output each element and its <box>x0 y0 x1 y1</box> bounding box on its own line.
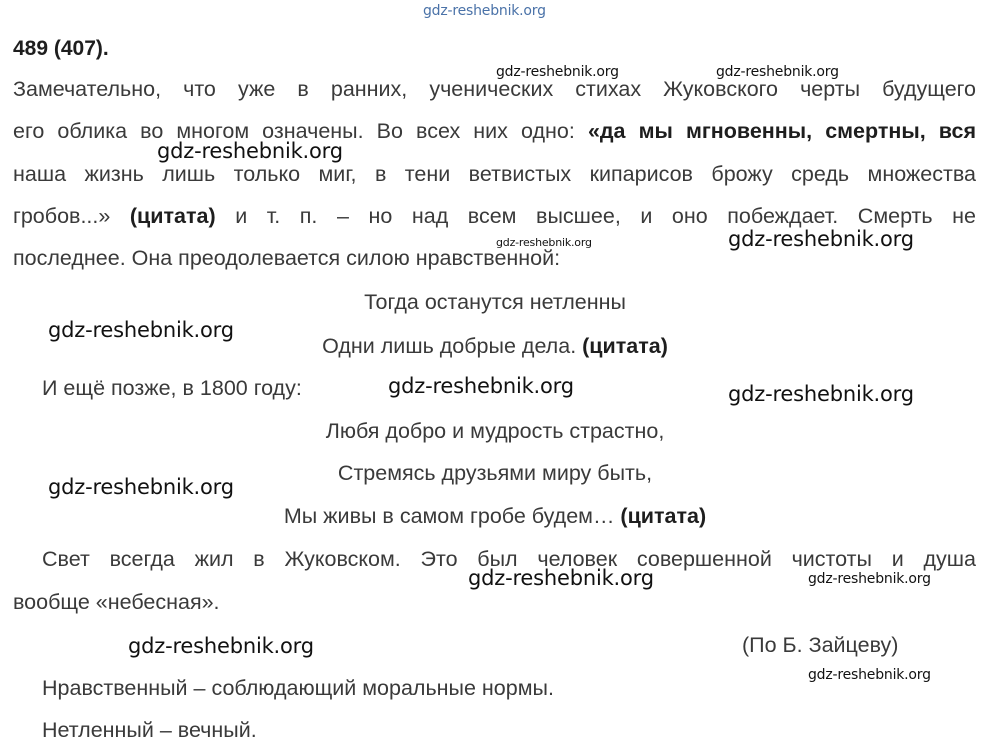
paragraph-1-line-2-text: его облика во многом означены. Во всех них одно: <box>13 119 588 143</box>
watermark: gdz-reshebnik.org <box>496 236 592 249</box>
attribution: (По Б. Зайцеву) <box>742 633 899 657</box>
watermark: gdz-reshebnik.org <box>728 227 914 251</box>
paragraph-1-line-4-text: и т. п. – но над всем высшее, и оно побеждает. Смерть не <box>215 204 976 228</box>
watermark: gdz-reshebnik.org <box>48 318 234 342</box>
quote-end: гробов...» <box>13 204 111 228</box>
paragraph-1-line-1: Замечательно, что уже в ранних, ученических стихах Жуковского черты будущего <box>13 77 976 101</box>
poem-1-line-2-text: Одни лишь добрые дела. <box>322 334 583 358</box>
watermark: gdz-reshebnik.org <box>808 571 931 587</box>
poem-2-line-2: Стремясь друзьями миру быть, <box>337 461 653 485</box>
paragraph-2-line-1: Свет всегда жил в Жуковском. Это был человек совершенной чистоты и душа <box>42 547 976 571</box>
watermark: gdz-reshebnik.org <box>728 382 914 406</box>
watermark: gdz-reshebnik.org <box>48 475 234 499</box>
watermark: gdz-reshebnik.org <box>496 64 619 80</box>
intro-2: И ещё позже, в 1800 году: <box>42 376 302 400</box>
poem-2-line-1: Любя добро и мудрость страстно, <box>325 419 665 443</box>
watermark: gdz-reshebnik.org <box>128 634 314 658</box>
exercise-number: 489 (407). <box>13 37 109 60</box>
poem-2-line-3 <box>0 503 990 529</box>
watermark: gdz-reshebnik.org <box>808 667 931 683</box>
definition-2: Нетленный – вечный. <box>42 718 257 742</box>
poem-1-line-1: Тогда останутся нетленны <box>364 290 626 314</box>
citation-label: (цитата) <box>110 204 216 228</box>
watermark: gdz-reshebnik.org <box>468 566 654 590</box>
citation-label: (цитата) <box>620 504 707 528</box>
quote-start: «да мы мгновенны, смертны, вся <box>587 119 976 143</box>
watermark: gdz-reshebnik.org <box>157 139 343 163</box>
citation-label: (цитата) <box>582 334 668 358</box>
watermark-top: gdz-reshebnik.org <box>423 3 546 19</box>
paragraph-1-line-3: наша жизнь лишь только миг, в тени ветвистых кипарисов брожу средь множества <box>13 162 976 186</box>
paragraph-1-line-5: последнее. Она преодолевается силою нравственной: <box>13 246 561 270</box>
paragraph-1-line-4 <box>13 203 976 229</box>
paragraph-2-line-2: вообще «небесная». <box>13 590 220 614</box>
watermark: gdz-reshebnik.org <box>716 64 839 80</box>
watermark: gdz-reshebnik.org <box>388 374 574 398</box>
definition-1: Нравственный – соблюдающий моральные нормы. <box>42 676 554 700</box>
poem-2-line-3-text: Мы живы в самом гробе будем… <box>283 504 621 528</box>
